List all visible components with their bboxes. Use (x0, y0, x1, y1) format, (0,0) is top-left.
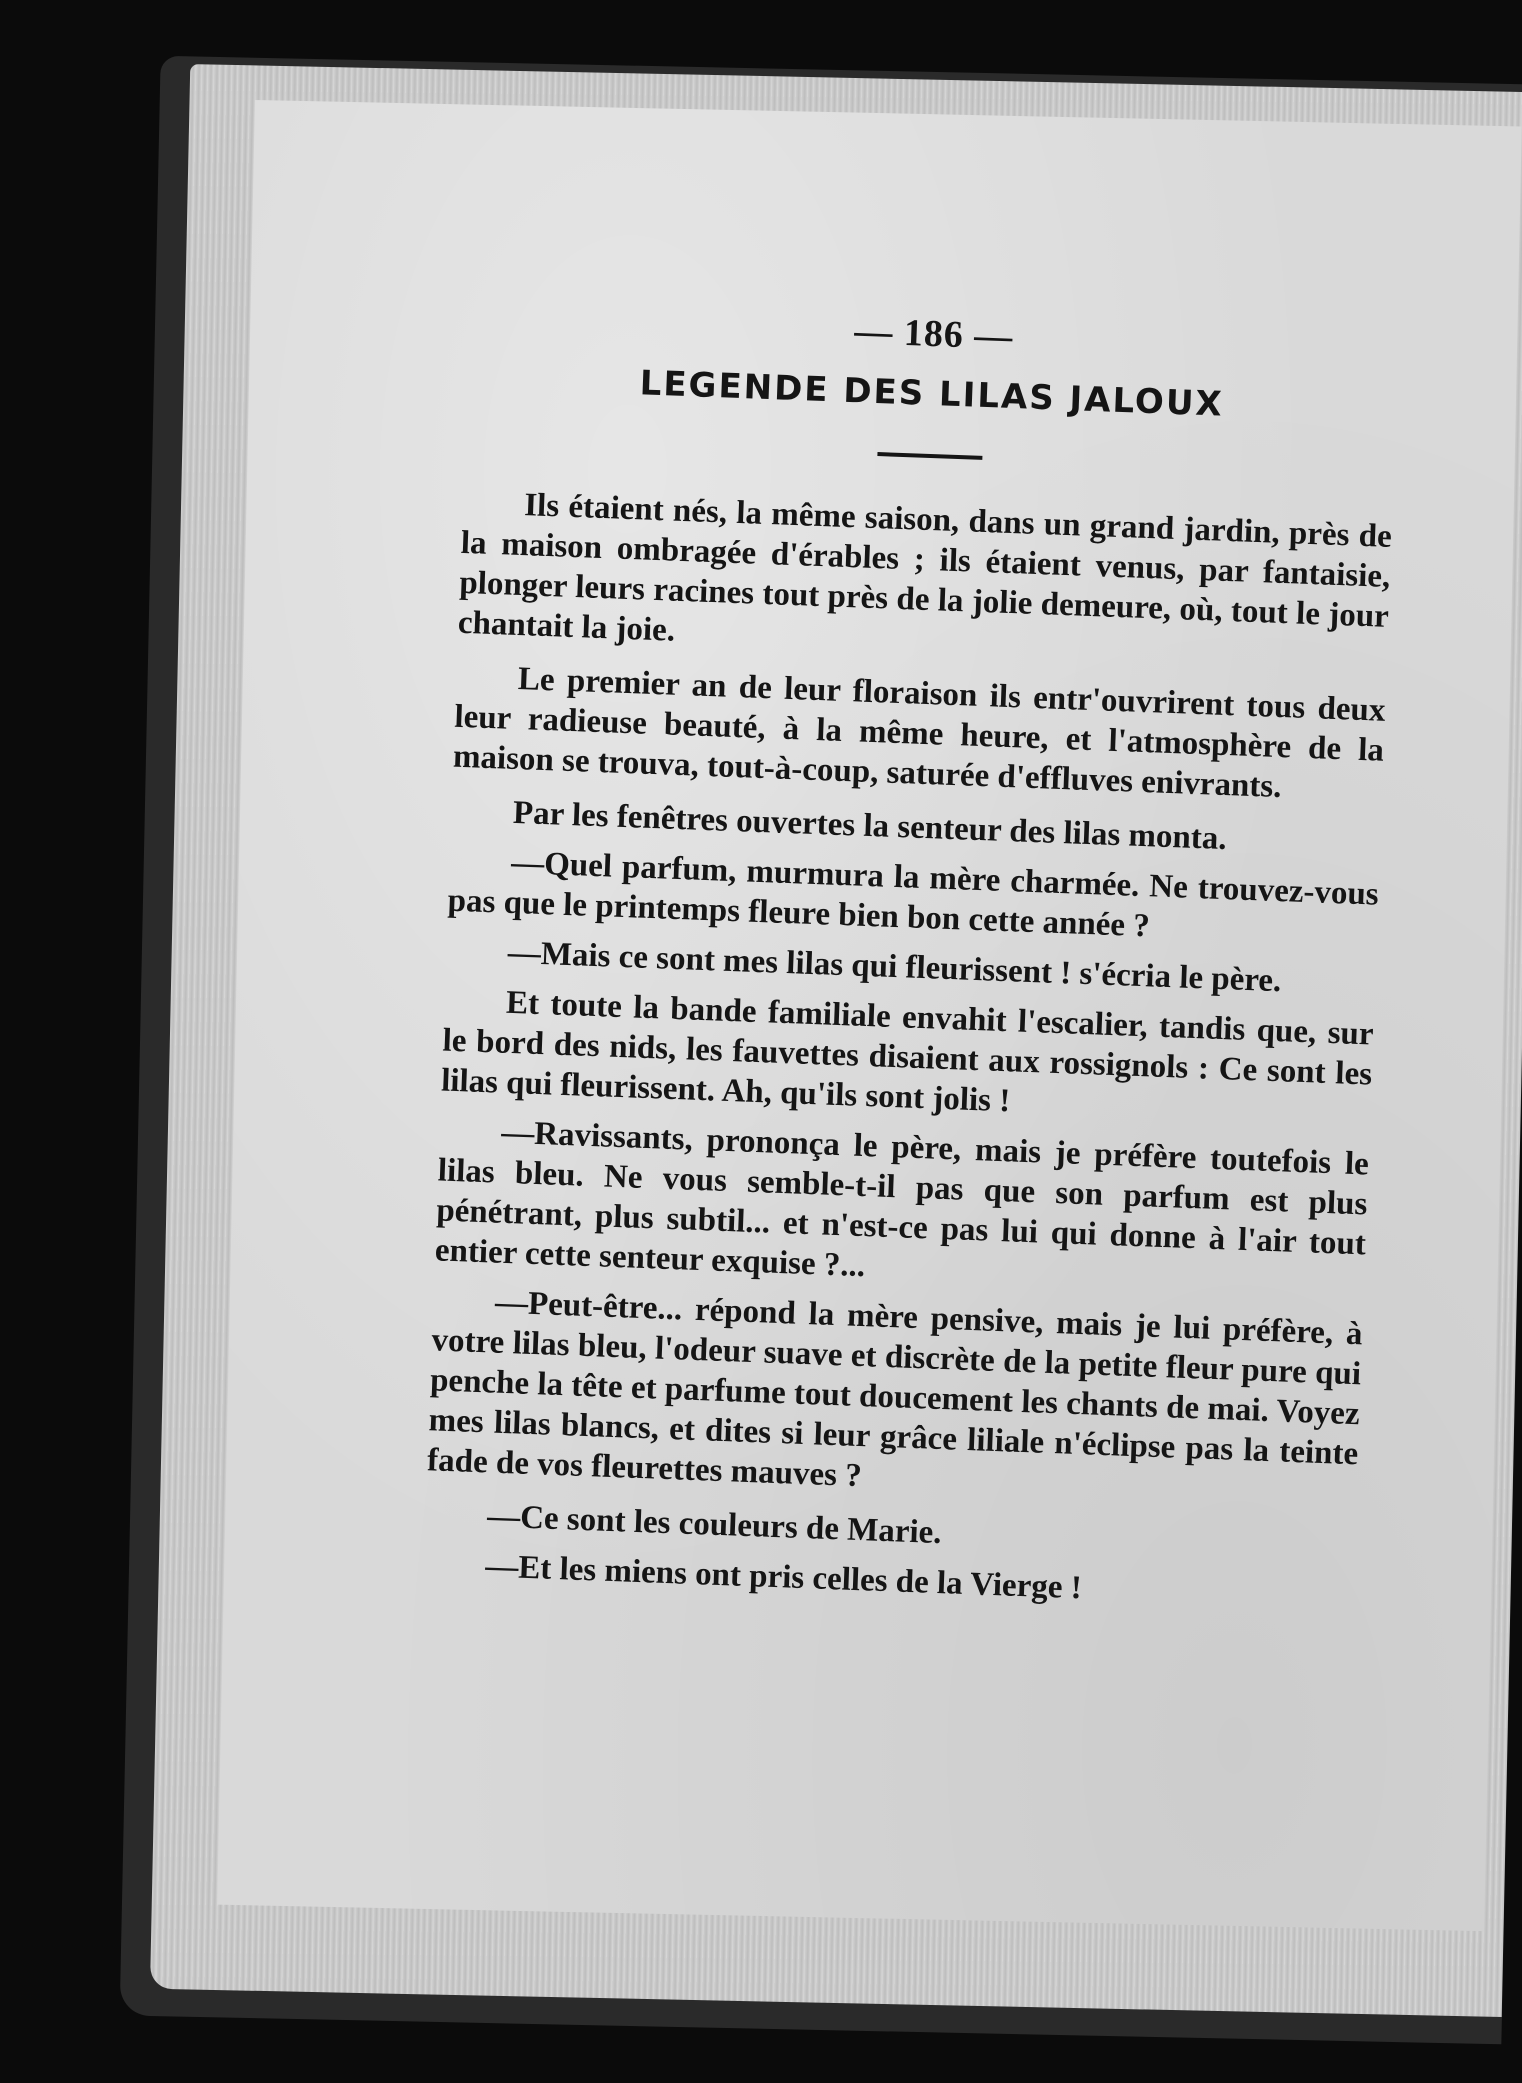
page-number: — 186 — (853, 310, 1015, 358)
paragraph-9: —Ce sont les couleurs de Marie. (486, 1498, 943, 1552)
paragraph-10: —Et les miens ont pris celles de la Vierge ! (484, 1548, 1083, 1607)
paragraph-7: —Ravissants, prononça le père, mais je préfère toutefois le lilas bleu. Ne vous semble-t-il pas que son parfum est plus pénétrant, plus subtil... et n'est-ce pas lui qui donne à l'air tout entier cette senteur exquise ?... (434, 1114, 1370, 1285)
paragraph-1: Ils étaient nés, la même saison, dans un grand jardin, près de la maison ombragée d'érables ; ils étaient venus, par fantaisie, plonger leurs racines tout près de la jolie demeure, où, tout le jour chantait la joie. (457, 487, 1393, 649)
paragraph-2: Le premier an de leur floraison ils entr'ouvrirent tous deux leur radieuse beauté, à la même heure, et l'atmosphère de la maison se trouva, tout-à-coup, saturée d'effluves enivrants. (452, 661, 1387, 806)
chapter-title: LEGENDE DES LILAS JALOUX (638, 363, 1225, 425)
text-block (422, 295, 1399, 1628)
paragraph-5: —Mais ce sont mes lilas qui fleurissent ! s'écria le père. (507, 934, 1282, 1000)
paragraph-3: Par les fenêtres ouvertes la senteur des lilas monta. (512, 794, 1228, 858)
title-rule (877, 452, 982, 460)
paragraph-6: Et toute la bande familiale envahit l'escalier, tandis que, sur le bord des nids, les fauvettes disaient aux rossignols : Ce sont les lilas qui fleurissent. Ah, qu'ils sont jolis ! (440, 984, 1375, 1120)
paragraph-8: —Peut-être... répond la mère pensive, mais je lui préfère, à votre lilas bleu, l'odeur suave et discrète de la petite fleur pure qui penche la tête et parfume tout doucement les chants de mai. Voyez mes lilas blancs, et dites si leur grâce liliale n'éclipse pas la teinte fade de vos fleurettes mauves ? (426, 1284, 1364, 1495)
paragraph-4: —Quel parfum, murmura la mère charmée. Ne trouvez-vous pas que le printemps fleure bien bon cette année ? (447, 844, 1380, 945)
